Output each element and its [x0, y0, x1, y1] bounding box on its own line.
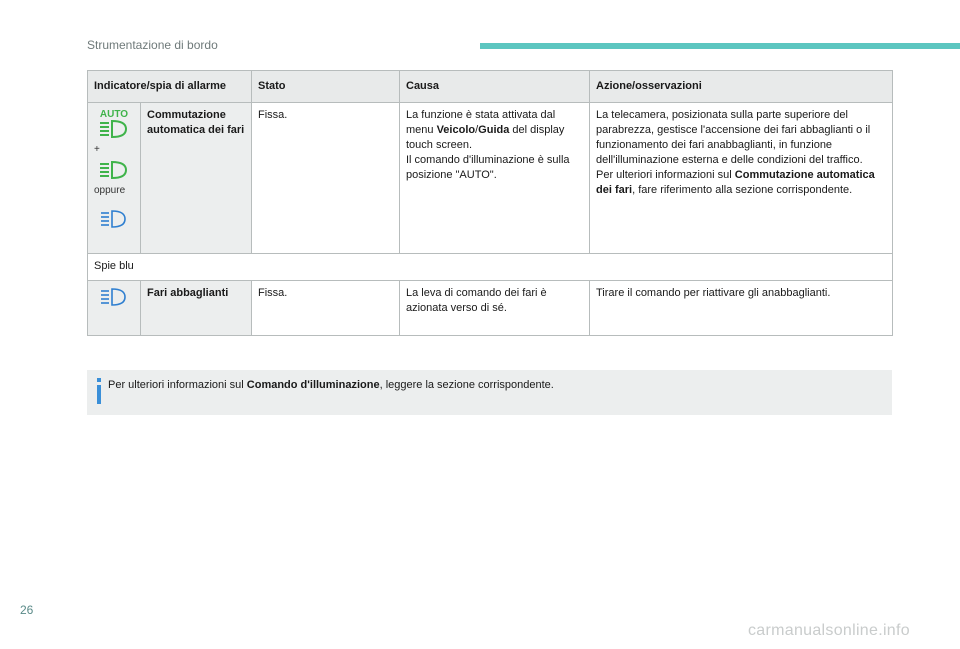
indicator-icons-cell	[88, 281, 141, 336]
info-note-text: Per ulteriori informazioni sul Comando d'illuminazione, leggere la sezione corrispondente.	[108, 379, 554, 391]
svg-text:AUTO: AUTO	[99, 109, 129, 120]
section-title: Strumentazione di bordo	[87, 38, 218, 52]
azione-cell: La telecamera, posizionata sulla parte superiore del parabrezza, gestisce l'accensione dei fari abbaglianti o il funzionamento dei fari anabbaglianti, in funzione dell'illuminazione esterna e delle condizioni del traffico. Per ulteriori informazioni sul Commutazione automatica dei fari, fare riferimento alla sezione corrispondente.	[590, 103, 893, 254]
header-accent-bar	[480, 43, 960, 49]
header-indicatore: Indicatore/spia di allarme	[88, 71, 252, 103]
indicator-name-cell: Fari abbaglianti	[141, 281, 252, 336]
header-stato: Stato	[252, 71, 400, 103]
header-causa: Causa	[400, 71, 590, 103]
table-row	[88, 281, 893, 336]
info-note	[87, 370, 892, 415]
high-beam-blue-icon	[97, 286, 131, 308]
high-beam-blue-icon	[97, 208, 131, 230]
stato-cell: Fissa.	[252, 103, 400, 254]
table-header-row	[88, 71, 893, 103]
high-beam-green-icon	[97, 159, 131, 181]
page-number: 26	[20, 603, 34, 617]
indicator-icons-cell	[88, 103, 141, 254]
oppure-label: oppure	[94, 185, 126, 196]
stato-cell: Fissa.	[252, 281, 400, 336]
watermark: carmanualsonline.info	[748, 622, 910, 639]
azione-cell: Tirare il comando per riattivare gli anabbaglianti.	[590, 281, 893, 336]
plus-label: +	[94, 144, 100, 155]
warning-lights-table	[87, 70, 893, 336]
auto-high-beam-icon	[97, 108, 131, 140]
causa-cell: La funzione è stata attivata dal menu Veicolo/Guida del display touch screen. Il comando d'illuminazione è sulla posizione "AUTO".	[400, 103, 590, 254]
causa-cell: La leva di comando dei fari è azionata verso di sé.	[400, 281, 590, 336]
header-azione: Azione/osservazioni	[590, 71, 893, 103]
info-icon	[96, 378, 102, 404]
indicator-name-cell: Commutazione automatica dei fari	[141, 103, 252, 254]
section-label: Spie blu	[88, 254, 893, 281]
table-row	[88, 103, 893, 254]
section-row-spie-blu	[88, 254, 893, 281]
